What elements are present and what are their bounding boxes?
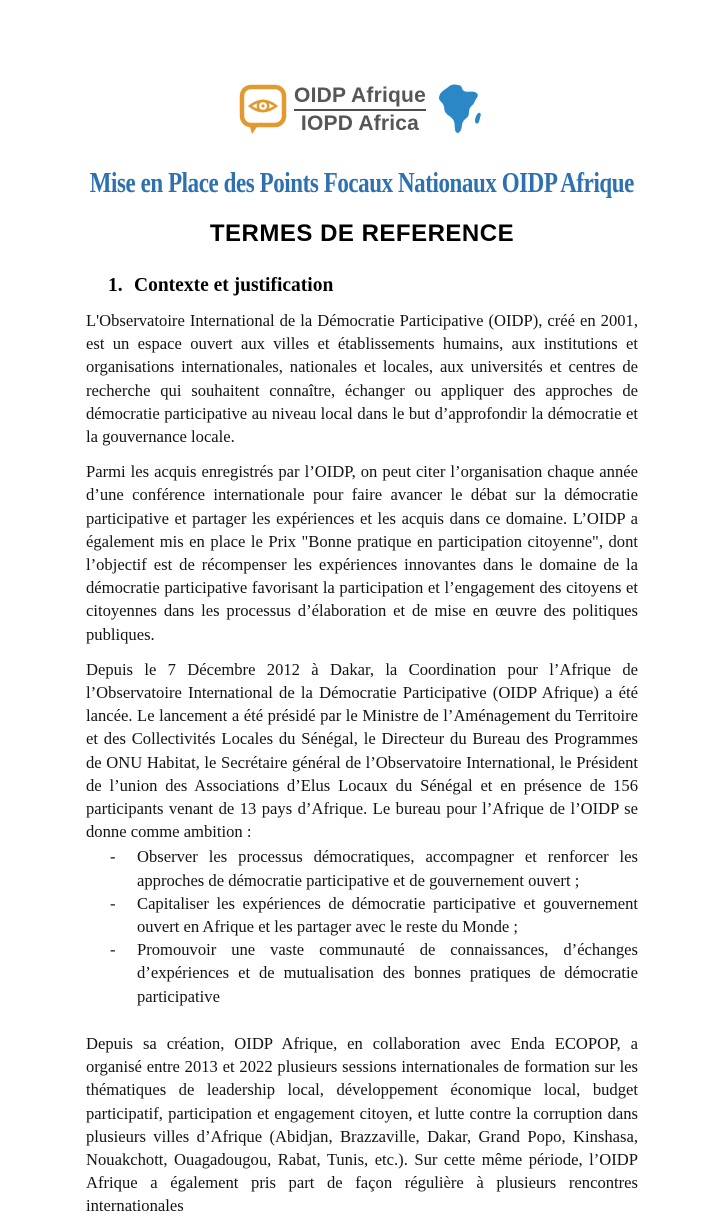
bullet-dash: - [110, 893, 116, 913]
list-item-text: Promouvoir une vaste communauté de connaissances, d’échanges d’expériences et de mutualisation des bonnes pratiques de démocratie participative [137, 940, 638, 1006]
logo-line-iopd-africa: IOPD Africa [300, 112, 420, 135]
document-subtitle: TERMES DE REFERENCE [209, 220, 515, 247]
section-label: Contexte et justification [134, 275, 334, 296]
eye-speech-bubble-icon [239, 84, 287, 136]
paragraph-context-2: Parmi les acquis enregistrés par l’OIDP, on peut citer l’organisation chaque année d’une conférence internationale pour faire avancer le débat sur la démocratie participative et partager les expériences et les acquis dans ce domaine. L’OIDP a également mis en place le Prix "Bonne pratique en participation citoyenne", dont l’objectif est de récompenser les expériences innovantes dans le domaine de la démocratie participative favorisant la participation et l’engagement des citoyens et citoyennes dans les processus d’élaboration et de mise en œuvre des politiques publiques. [86, 462, 638, 644]
list-item [110, 845, 638, 891]
africa-map-icon [435, 82, 485, 138]
logo-line-oidp-afrique: OIDP Afrique [294, 84, 426, 111]
logo-wordmark [294, 84, 426, 135]
bullet-dash: - [110, 847, 116, 867]
list-item-text: Capitaliser les expériences de démocratie participative et gouvernement ouvert en Afrique et les partager avec le reste du Monde ; [137, 893, 638, 937]
list-item-text: Observer les processus démocratiques, accompagner et renforcer les approches de démocratie participative et de gouvernement ouvert ; [137, 847, 638, 890]
document-page [0, 82, 724, 1216]
bullet-dash: - [110, 940, 116, 960]
section-number: 1. [108, 275, 123, 296]
document-title [0, 168, 724, 200]
paragraph-context-4: Depuis sa création, OIDP Afrique, en collaboration avec Enda ECOPOP, a organisé entre 2013 et 2022 plusieurs sessions internationales de formation sur les thématiques de leadership local, développement économique local, budget participatif, participation et engagement citoyen, et lutte contre la corruption dans plusieurs villes d’Afrique (Abidjan, Brazzaville, Dakar, Grand Popo, Kinshasa, Nouakchott, Ouagadougou, Rabat, Tunis, etc.). Sur cette même période, l’OIDP Afrique a également pris part de façon régulière à plusieurs rencontres internationales [86, 1033, 638, 1216]
document-body [86, 275, 638, 1218]
org-logo [0, 82, 724, 138]
section-heading [86, 275, 638, 297]
ambitions-list [86, 845, 638, 1007]
document-title-text: Mise en Place des Points Focaux Nationaux OIDP Afrique [89, 168, 635, 199]
paragraph-context-1: L'Observatoire International de la Démocratie Participative (OIDP), créé en 2001, est un espace ouvert aux villes et établissements humains, aux institutions et organisations internationales, nationales et locales, aux universités et centres de recherche qui souhaitent connaître, échanger ou appliquer des approches de démocratie participative au niveau local dans le but d’approfondir la démocratie et la gouvernance locale. [86, 311, 638, 447]
list-item [110, 938, 638, 1008]
list-item [110, 892, 638, 938]
paragraph-context-3: Depuis le 7 Décembre 2012 à Dakar, la Coordination pour l’Afrique de l’Observatoire International de la Démocratie Participative (OIDP Afrique) a été lancée. Le lancement a été présidé par le Ministre de l’Aménagement du Territoire et des Collectivités Locales du Sénégal, le Directeur du Bureau des Programmes de ONU Habitat, le Secrétaire général de l’Observatoire International, le Président de l’union des Associations d’Elus Locaux du Sénégal et en présence de 156 participants venant de 13 pays d’Afrique. Le bureau pour l’Afrique de l’OIDP se donne comme ambition : [86, 659, 638, 842]
